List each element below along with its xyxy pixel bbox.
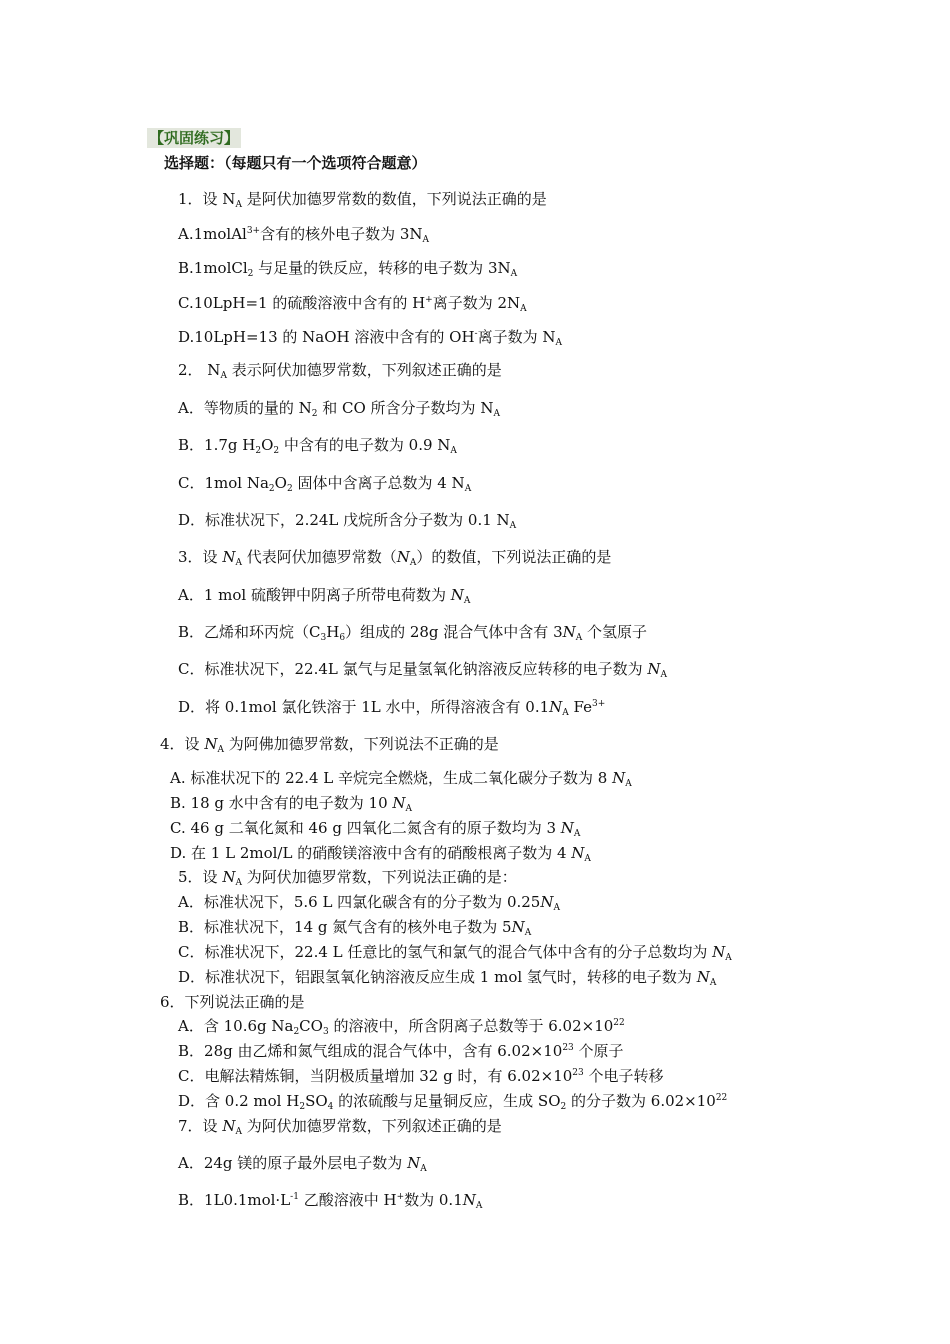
question-3-stem: 3．设 $N_A$ 代表阿伏加德罗常数$(N_A)$的数值，下列说法正确的是 bbox=[178, 548, 612, 568]
question-2-option-d: D．标准状况下，2.24L 戊烷所含分子数为 0.1 $N_A$ bbox=[178, 511, 517, 531]
question-1-option-b: B.1molCl$_2$ 与足量的铁反应，转移的电子数为 $3N_A$ bbox=[178, 259, 518, 279]
question-6-option-b: B．28g 由乙烯和氮气组成的混合气体中，含有 $6.02\times 10^{23}$ 个原子 bbox=[178, 1042, 624, 1060]
question-1-option-c: C.10LpH=1 的硫酸溶液中含有的 H+离子数为 $2N_A$ bbox=[178, 294, 527, 314]
question-5-option-c: C．标准状况下，22.4 L 任意比的氢气和氯气的混合气体中含有的分子总数均为 $N_A$ bbox=[178, 943, 732, 963]
question-4-stem: 4．设 $N_A$ 为阿佛加德罗常数，下列说法不正确的是 bbox=[160, 735, 499, 755]
question-3-option-d: D．将 0.1mol 氯化铁溶于 1L 水中，所得溶液含有 $0.1N_A$ $Fe^{3+}$ bbox=[178, 698, 606, 718]
question-6-option-a: A．含 10.6g $Na_2CO_3$ 的溶液中，所含阴离子总数等于 $6.02\times 10^{22}$ bbox=[178, 1017, 625, 1037]
question-7-option-b: B．$1L0.1mol\cdot L^{-1}$ 乙酸溶液中 H+数为 $0.1N_A$ bbox=[178, 1191, 483, 1211]
question-2-option-b: B．1.7g $H_2O_2$ 中含有的电子数为 0.9 $N_A$ bbox=[178, 436, 457, 456]
question-5-option-b: B．标准状况下，14 g 氮气含有的核外电子数为 $5N_A$ bbox=[178, 918, 532, 938]
question-3-option-a: A．1 mol 硫酸钾中阴离子所带电荷数为 $N_A$ bbox=[178, 586, 471, 606]
section-title: 【巩固练习】 bbox=[149, 129, 240, 147]
question-7-stem: 7．设 $N_A$ 为阿伏加德罗常数，下列叙述正确的是 bbox=[178, 1117, 502, 1137]
question-2-option-c: C．1mol $Na_2O_2$ 固体中含离子总数为 4 $N_A$ bbox=[178, 474, 472, 494]
question-5-option-a: A．标准状况下，5.6 L 四氯化碳含有的分子数为 $0.25N_A$ bbox=[178, 893, 560, 913]
question-4-option-d: D. 在 1 L 2mol/L 的硝酸镁溶液中含有的硝酸根离子数为 4 $N_A$ bbox=[170, 844, 591, 864]
question-5-stem: 5．设 $N_A$ 为阿伏加德罗常数，下列说法正确的是： bbox=[178, 868, 517, 888]
question-4-option-b: B. 18 g 水中含有的电子数为 10 $N_A$ bbox=[170, 794, 413, 814]
question-1-option-d: D.10LpH=13 的 NaOH 溶液中含有的 OH-离子数为 $N_A$ bbox=[178, 328, 562, 348]
question-7-option-a: A．24g 镁的原子最外层电子数为 $N_A$ bbox=[178, 1154, 427, 1174]
question-3-option-b: B．乙烯和环丙烷$(C_3H_6)$组成的 28g 混合气体中含有 $3N_A$ 个氢原子 bbox=[178, 623, 648, 643]
question-2-stem: 2． $N_A$ 表示阿伏加德罗常数，下列叙述正确的是 bbox=[178, 361, 502, 381]
question-5-option-d: D．标准状况下，铝跟氢氧化钠溶液反应生成 1 mol 氢气时，转移的电子数为 $N_A$ bbox=[178, 968, 717, 988]
question-6-option-c: C．电解法精炼铜，当阴极质量增加 32 g 时，有 $6.02\times 10^{23}$ 个电子转移 bbox=[178, 1067, 664, 1085]
question-3-option-c: C．标准状况下，22.4L 氯气与足量氢氧化钠溶液反应转移的电子数为 $N_A$ bbox=[178, 660, 668, 680]
question-1-option-a: A.1molAl$^{3+}$含有的核外电子数为 $3N_A$ bbox=[178, 225, 430, 245]
question-6-option-d: D．含 0.2 mol $H_2SO_4$ 的浓硫酸与足量铜反应，生成 $SO_2$ 的分子数为 $6.02\times 10^{22}$ bbox=[178, 1092, 728, 1112]
question-2-option-a: A．等物质的量的 $N_2$ 和 CO 所含分子数均为 $N_A$ bbox=[178, 399, 500, 419]
instruction-text: 选择题：（每题只有一个选项符合题意） bbox=[164, 154, 427, 172]
question-1-stem: 1．设 $N_A$ 是阿伏加德罗常数的数值，下列说法正确的是 bbox=[178, 190, 547, 210]
question-4-option-a: A. 标准状况下的 22.4 L 辛烷完全燃烧，生成二氧化碳分子数为 8 $N_A$ bbox=[170, 769, 632, 789]
question-6-stem: 6．下列说法正确的是 bbox=[160, 993, 305, 1011]
question-4-option-c: C. 46 g 二氧化氮和 46 g 四氧化二氮含有的原子数均为 3 $N_A$ bbox=[170, 819, 581, 839]
